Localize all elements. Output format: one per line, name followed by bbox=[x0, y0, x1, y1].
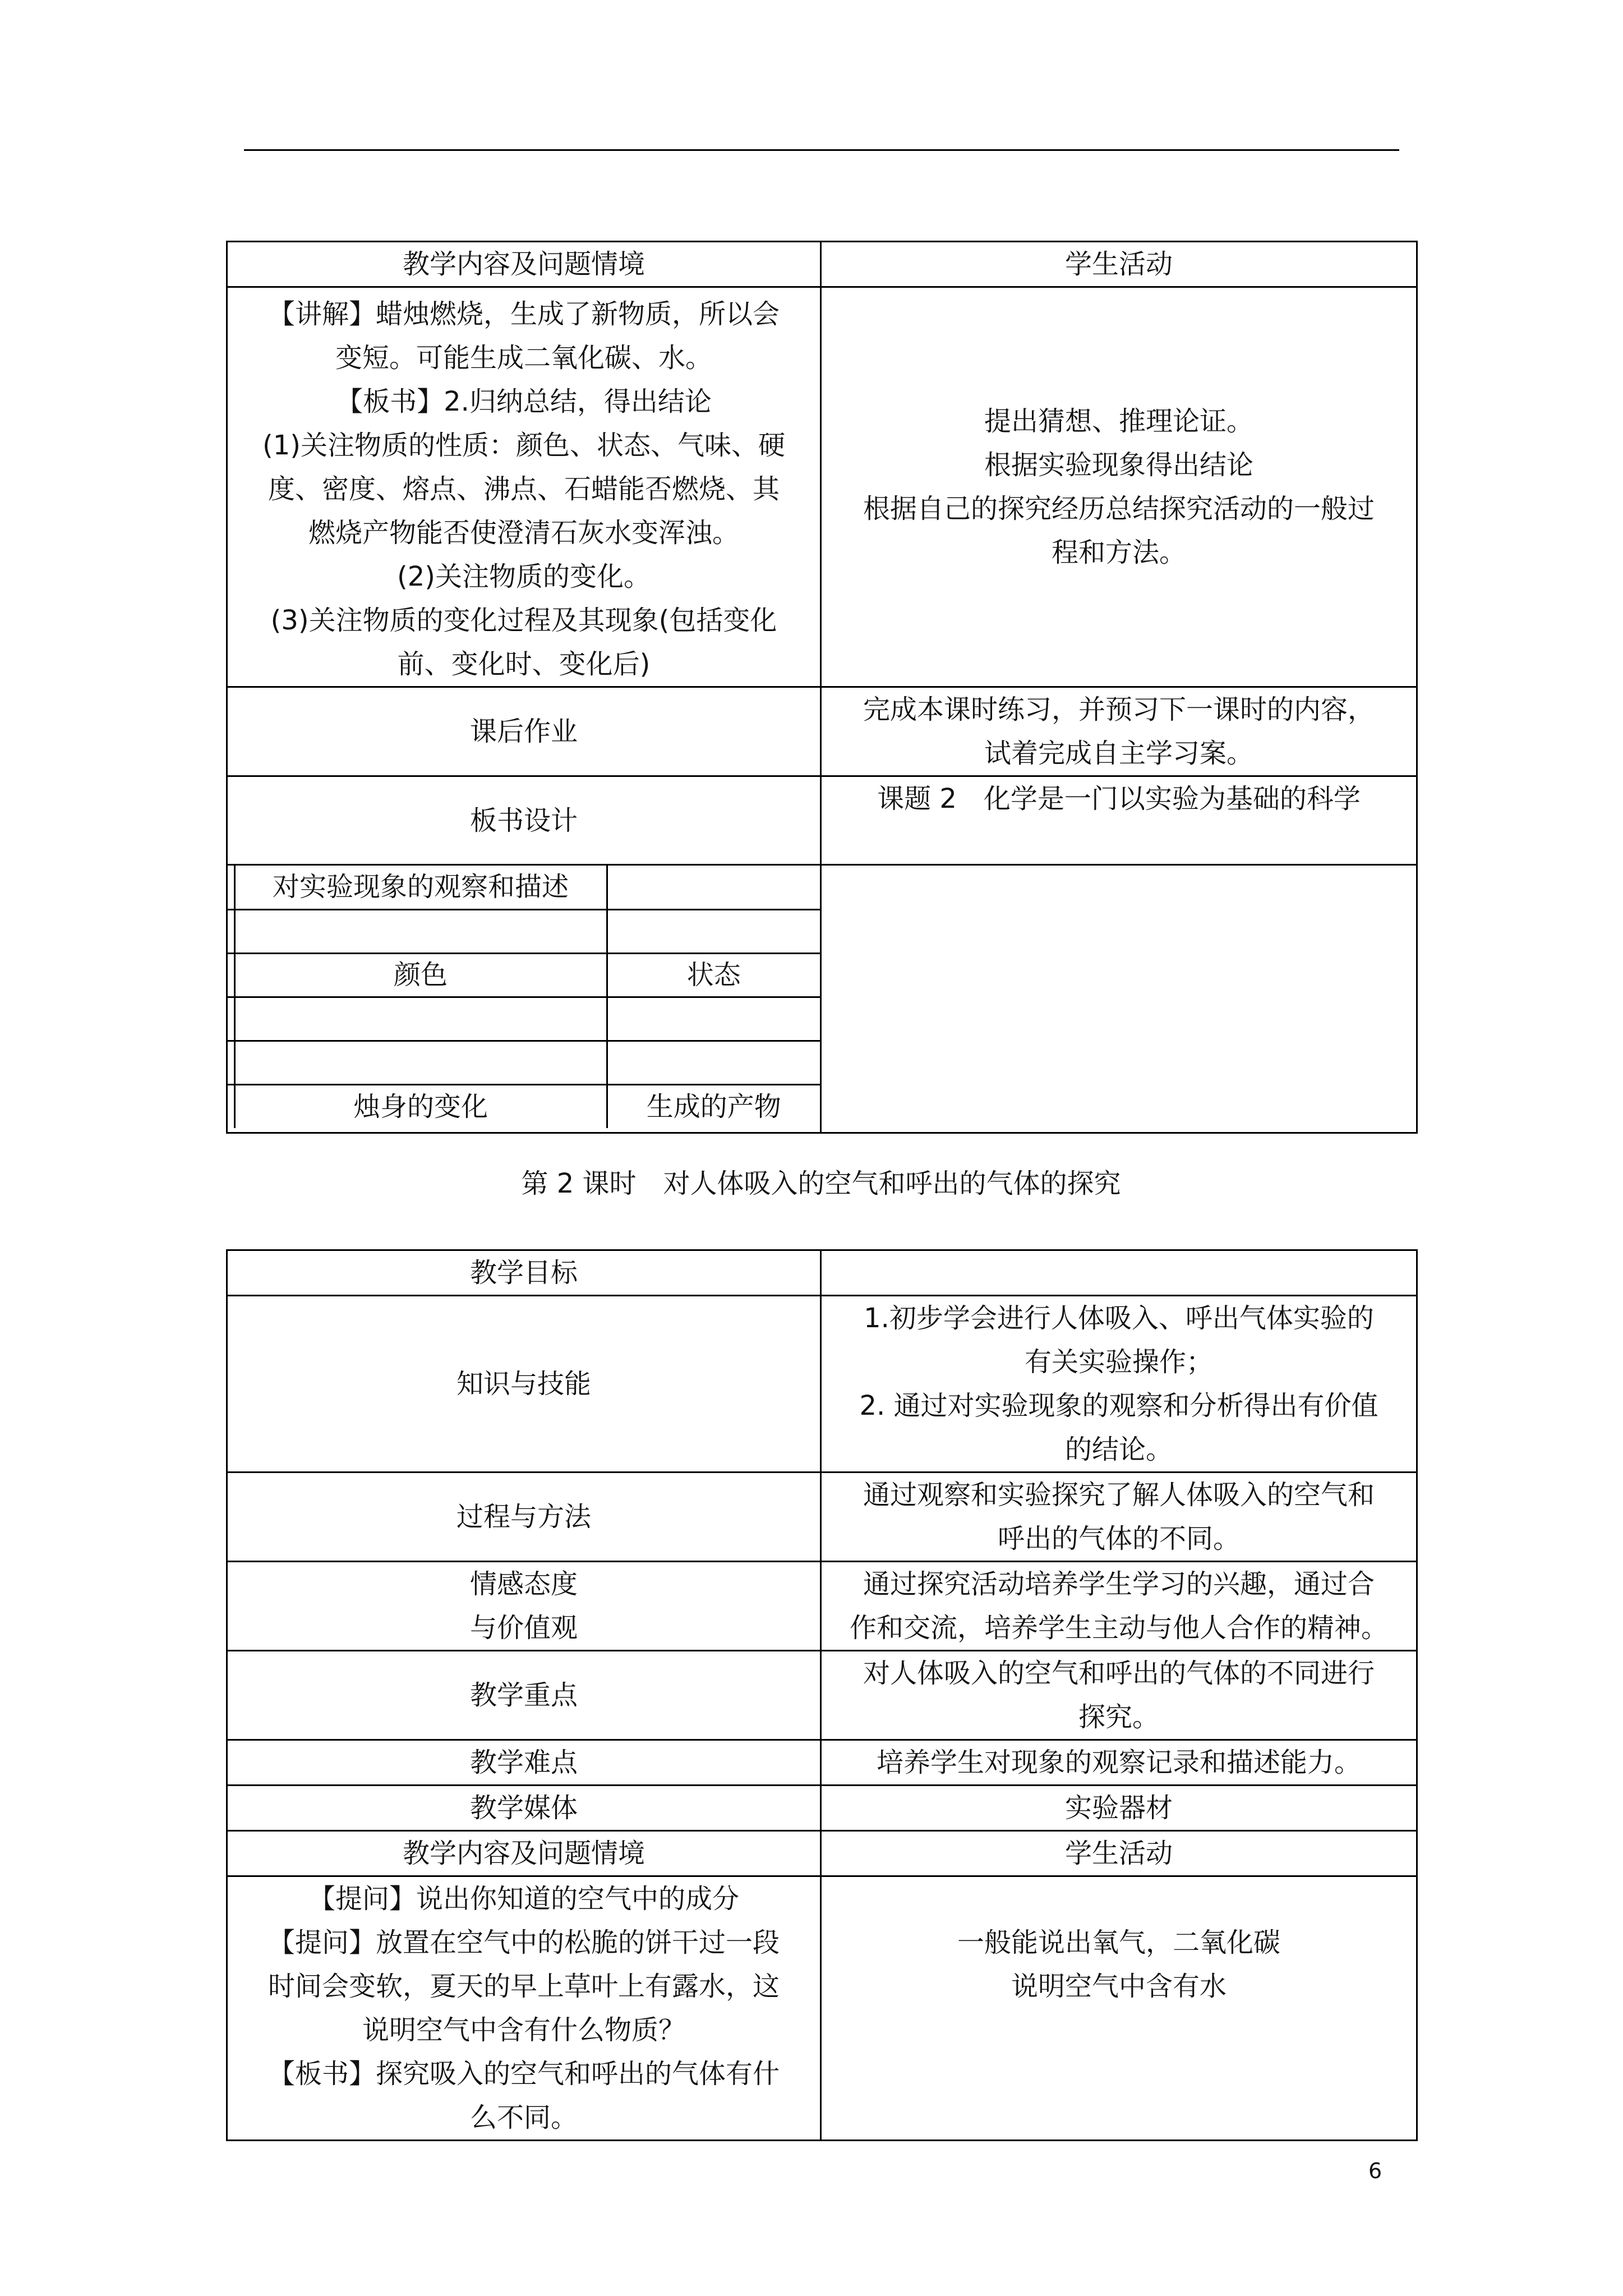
explain-content-cell bbox=[227, 287, 821, 687]
product-label: 生成的产物 bbox=[646, 1091, 781, 1122]
activity-header-2: 学生活动 bbox=[1064, 1838, 1173, 1869]
key-point-line: 对人体吸入的空气和呼出的气体的不同进行 bbox=[863, 1658, 1375, 1689]
explain-line: 前、变化时、变化后) bbox=[397, 648, 651, 680]
question-line: 么不同。 bbox=[469, 2102, 578, 2133]
key-point-label: 教学重点 bbox=[469, 1680, 578, 1711]
color-cell bbox=[234, 953, 607, 997]
activity-line: 根据实验现象得出结论 bbox=[984, 449, 1253, 481]
content-header: 教学内容及问题情境 bbox=[402, 249, 645, 280]
product-cell bbox=[607, 1084, 820, 1128]
questions-content-cell bbox=[227, 1876, 821, 2141]
homework-line: 试着完成自主学习案。 bbox=[984, 738, 1253, 769]
media-label: 教学媒体 bbox=[469, 1792, 578, 1824]
lesson2-title: 第 2 课时 对人体吸入的空气和呼出的气体的探究 bbox=[521, 1168, 1121, 1199]
homework-text-cell bbox=[821, 687, 1417, 776]
activity-header: 学生活动 bbox=[1064, 249, 1173, 280]
explain-line: (1)关注物质的性质：颜色、状态、气味、硬 bbox=[262, 430, 785, 461]
lesson2-table bbox=[226, 1249, 1418, 2141]
lesson1-table bbox=[226, 241, 1418, 1134]
emotion-label-cell bbox=[227, 1562, 821, 1651]
process-line: 呼出的气体的不同。 bbox=[997, 1523, 1240, 1554]
knowledge-text-cell bbox=[821, 1296, 1417, 1473]
media-label-cell bbox=[227, 1786, 821, 1831]
color-label: 颜色 bbox=[393, 959, 448, 991]
observation-cell bbox=[227, 865, 821, 1133]
content-header-2: 教学内容及问题情境 bbox=[402, 1838, 645, 1869]
question-line: 【板书】探究吸入的空气和呼出的气体有什 bbox=[268, 2058, 780, 2090]
goals-header-blank bbox=[821, 1250, 1417, 1296]
content-header-cell bbox=[227, 242, 821, 287]
goals-header: 教学目标 bbox=[469, 1257, 578, 1289]
explain-line: (2)关注物质的变化。 bbox=[397, 561, 651, 592]
question-line: 说明空气中含有什么物质？ bbox=[362, 2014, 685, 2046]
board-label-cell bbox=[227, 776, 821, 865]
activity-header-cell bbox=[821, 242, 1417, 287]
explain-line: 度、密度、熔点、沸点、石蜡能否燃烧、其 bbox=[268, 473, 780, 505]
question-line: 【提问】说出你知道的空气中的成分 bbox=[308, 1883, 739, 1915]
knowledge-line: 2. 通过对实验现象的观察和分析得出有价值 bbox=[859, 1390, 1378, 1421]
activity-line: 根据自己的探究经历总结探究活动的一般过 bbox=[863, 493, 1375, 524]
emotion-label-line: 情感态度 bbox=[469, 1568, 578, 1600]
difficulty-label: 教学难点 bbox=[469, 1747, 578, 1778]
explain-line: 【讲解】蜡烛燃烧，生成了新物质，所以会 bbox=[268, 298, 780, 330]
question-line: 时间会变软，夏天的早上草叶上有露水，这 bbox=[268, 1971, 780, 2002]
knowledge-label-cell bbox=[227, 1296, 821, 1473]
content-header-cell-2 bbox=[227, 1831, 821, 1876]
homework-label: 课后作业 bbox=[469, 716, 578, 747]
key-point-line: 探究。 bbox=[1078, 1701, 1159, 1733]
activity-line: 提出猜想、推理论证。 bbox=[984, 406, 1253, 437]
process-line: 通过观察和实验探究了解人体吸入的空气和 bbox=[863, 1479, 1375, 1511]
homework-label-cell bbox=[227, 687, 821, 776]
question-line: 【提问】放置在空气中的松脆的饼干过一段 bbox=[268, 1927, 780, 1958]
activity-line: 程和方法。 bbox=[1051, 537, 1186, 568]
board-text-cell bbox=[821, 776, 1417, 865]
observation-title-cell bbox=[234, 866, 607, 909]
state-cell bbox=[607, 953, 820, 997]
homework-line: 完成本课时练习，并预习下一课时的内容， bbox=[863, 694, 1375, 725]
emotion-line: 作和交流，培养学生主动与他人合作的精神。 bbox=[849, 1612, 1388, 1644]
explain-activity-cell bbox=[821, 287, 1417, 687]
candle-change-label: 烛身的变化 bbox=[353, 1091, 488, 1122]
knowledge-line: 的结论。 bbox=[1064, 1434, 1173, 1465]
media-text-cell bbox=[821, 1786, 1417, 1831]
header-rule bbox=[244, 149, 1399, 151]
media-text: 实验器材 bbox=[1064, 1792, 1173, 1824]
goals-header-cell bbox=[227, 1250, 821, 1296]
candle-change-cell bbox=[234, 1084, 607, 1128]
difficulty-text-cell bbox=[821, 1740, 1417, 1786]
board-label: 板书设计 bbox=[469, 804, 578, 836]
questions-activity-cell bbox=[821, 1876, 1417, 2141]
emotion-text-cell bbox=[821, 1562, 1417, 1651]
explain-line: (3)关注物质的变化过程及其现象(包括变化 bbox=[270, 605, 777, 636]
key-point-label-cell bbox=[227, 1651, 821, 1740]
emotion-line: 通过探究活动培养学生学习的兴趣，通过合 bbox=[863, 1568, 1375, 1600]
process-text-cell bbox=[821, 1473, 1417, 1562]
page-number: 6 bbox=[1368, 2159, 1382, 2183]
observation-blank-cell bbox=[821, 865, 1417, 1133]
state-label: 状态 bbox=[686, 959, 741, 991]
difficulty-text: 培养学生对现象的观察记录和描述能力。 bbox=[876, 1747, 1361, 1778]
explain-line: 【板书】2.归纳总结，得出结论 bbox=[336, 386, 712, 417]
emotion-label-line: 与价值观 bbox=[469, 1612, 578, 1644]
activity-header-cell-2 bbox=[821, 1831, 1417, 1876]
answer-line: 说明空气中含有水 bbox=[1011, 1971, 1227, 2002]
explain-line: 燃烧产物能否使澄清石灰水变浑浊。 bbox=[308, 517, 739, 549]
answer-line: 一般能说出氧气，二氧化碳 bbox=[957, 1927, 1280, 1958]
difficulty-label-cell bbox=[227, 1740, 821, 1786]
knowledge-label: 知识与技能 bbox=[456, 1368, 591, 1400]
process-label-cell bbox=[227, 1473, 821, 1562]
board-text: 课题 2 化学是一门以实验为基础的科学 bbox=[877, 783, 1361, 815]
observation-table bbox=[228, 866, 820, 1128]
knowledge-line: 1.初步学会进行人体吸入、呼出气体实验的 bbox=[864, 1303, 1374, 1334]
observation-title: 对实验现象的观察和描述 bbox=[272, 871, 569, 903]
key-point-text-cell bbox=[821, 1651, 1417, 1740]
knowledge-line: 有关实验操作； bbox=[1024, 1346, 1213, 1378]
explain-line: 变短。可能生成二氧化碳、水。 bbox=[335, 342, 712, 374]
process-label: 过程与方法 bbox=[456, 1501, 591, 1533]
